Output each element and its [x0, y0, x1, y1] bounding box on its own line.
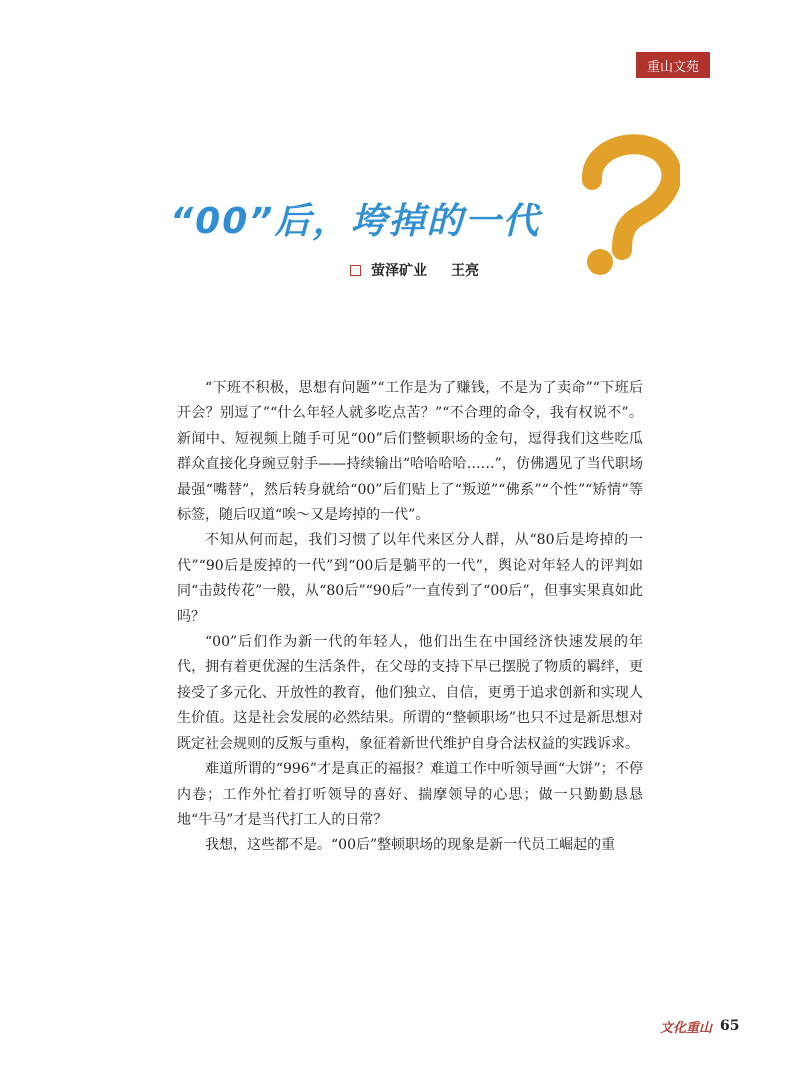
paragraph: “00”后们作为新一代的年轻人，他们出生在中国经济快速发展的年代，拥有着更优渥的生活条件，在父母的支持下早已摆脱了物质的羁绊，更接受了多元化、开放性的教育，他们独立、自信，更勇于追求创新和实现人生价值。这是社会发展的必然结果。所谓的“整顿职场”也只不过是新思想对既定社会规则的反叛与重构，象征着新世代维护自身合法权益的实践诉求。	[177, 634, 643, 752]
paragraph: 不知从何而起，我们习惯了以年代来区分人群，从“80后是垮掉的一代”“90后是废掉的一代”到“00后是躺平的一代”，舆论对年轻人的评判如同“击鼓传花”一般，从“80后”“90后”一直传到了“00后”，但事实果真如此吗？	[177, 532, 643, 625]
paragraph: 难道所谓的“996”才是真正的福报？难道工作中听领导画“大饼”；不停内卷；工作外忙着打听领导的喜好、揣摩领导的心思；做一只勤勤恳恳地“牛马”才是当代打工人的日常？	[177, 761, 643, 828]
article-title: “00”后，垮掉的一代	[170, 201, 541, 242]
footer-brand: 文化重山	[660, 1020, 713, 1036]
article-body	[177, 376, 643, 859]
paragraph: “下班不积极，思想有问题”“工作是为了赚钱，不是为了卖命”“下班后开会？别逗了”“什么年轻人就多吃点苦？”“不合理的命令，我有权说不”。新闻中、短视频上随手可见“00”后们整顿职场的金句，逗得我们这些吃瓜群众直接化身豌豆射手——持续输出“哈哈哈哈……”，仿佛遇见了当代职场最强“嘴替”，然后转身就给“00”后们贴上了“叛逆”“佛系”“个性”“矫情”等标签，随后叹道“唉～又是垮掉的一代”。	[177, 380, 643, 524]
byline	[350, 259, 479, 281]
byline-org: 萤泽矿业	[371, 263, 427, 279]
page-number: 65	[720, 1018, 740, 1034]
paragraph: 我想，这些都不是。“00后”整顿职场的现象是新一代员工崛起的重	[205, 837, 616, 854]
byline-author: 王亮	[451, 263, 479, 279]
section-tag: 重山文苑	[636, 52, 710, 78]
page-footer	[660, 1014, 740, 1038]
square-bullet-icon	[350, 265, 361, 276]
